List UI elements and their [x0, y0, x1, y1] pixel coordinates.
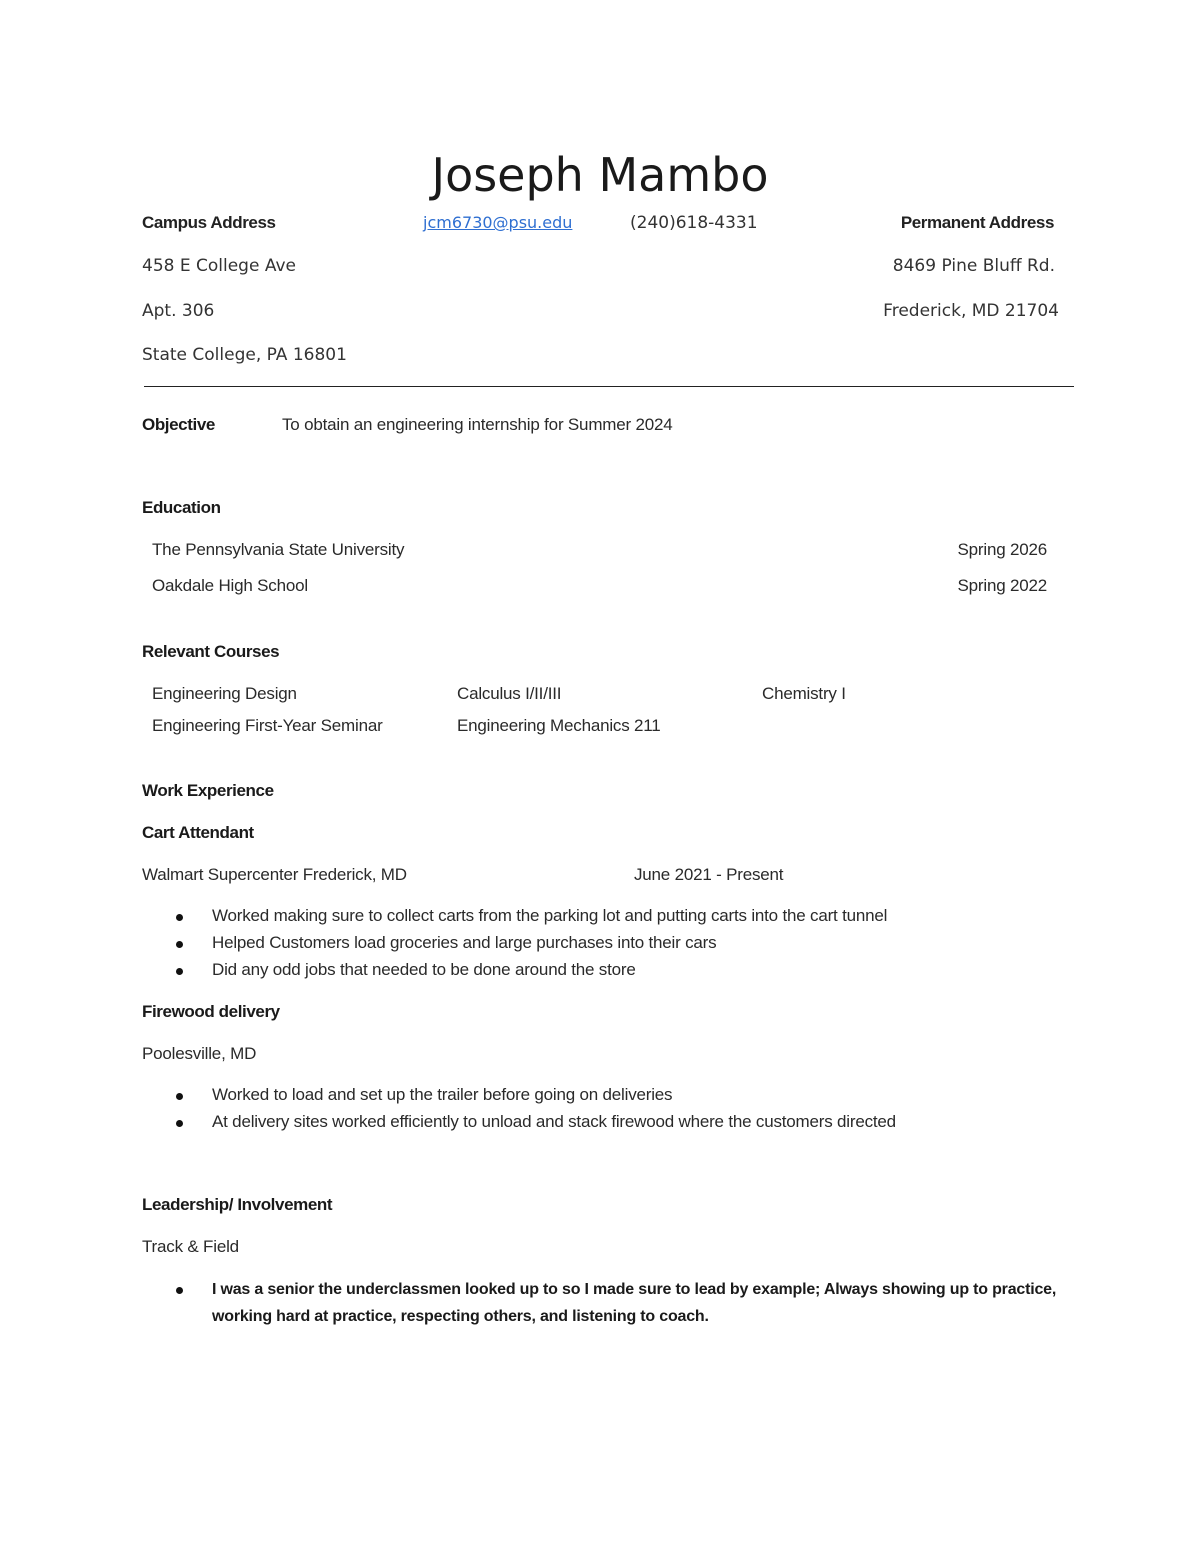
- job-title-2: Firewood delivery: [142, 1002, 280, 1021]
- course-item: Engineering First-Year Seminar: [152, 716, 383, 735]
- bullet-icon: [176, 968, 183, 975]
- job-bullet: Did any odd jobs that needed to be done around the store: [212, 960, 636, 979]
- education-school-2: Oakdale High School: [152, 576, 308, 595]
- leadership-bullet: I was a senior the underclassmen looked up to so I made sure to lead by example; Always showing up to practice, working hard at practice, respecting others, and listening to coach.: [212, 1281, 1057, 1325]
- bullet-icon: [176, 914, 183, 921]
- job-bullet: Worked making sure to collect carts from the parking lot and putting carts into the cart tunnel: [212, 906, 888, 925]
- phone-number: (240)618-4331: [630, 213, 758, 233]
- leadership-activity: Track & Field: [142, 1237, 239, 1256]
- job-bullet: At delivery sites worked efficiently to unload and stack firewood where the customers directed: [212, 1112, 896, 1131]
- course-item: Chemistry I: [762, 684, 846, 703]
- permanent-address-label: Permanent Address: [900, 213, 1054, 232]
- email-link[interactable]: jcm6730@psu.edu: [423, 213, 573, 232]
- job-bullet: Worked to load and set up the trailer before going on deliveries: [212, 1085, 673, 1104]
- bullet-icon: [176, 941, 183, 948]
- campus-address-line3: State College, PA 16801: [142, 345, 347, 365]
- bullet-icon: [176, 1093, 183, 1100]
- education-date-2: Spring 2022: [957, 576, 1047, 595]
- course-item: Calculus I/II/III: [457, 684, 562, 703]
- resume-name: Joseph Mambo: [431, 148, 769, 202]
- job-bullet: Helped Customers load groceries and large purchases into their cars: [212, 933, 717, 952]
- courses-label: Relevant Courses: [142, 642, 280, 661]
- course-item: Engineering Mechanics 211: [457, 716, 661, 735]
- leadership-label: Leadership/ Involvement: [142, 1195, 333, 1214]
- bullet-icon: [176, 1287, 183, 1294]
- job-place-2: Poolesville, MD: [142, 1044, 257, 1063]
- campus-address-label: Campus Address: [142, 213, 276, 232]
- objective-label: Objective: [142, 415, 215, 434]
- job-title-1: Cart Attendant: [142, 823, 254, 842]
- permanent-address-line2: Frederick, MD 21704: [883, 301, 1059, 321]
- course-item: Engineering Design: [152, 684, 297, 703]
- education-label: Education: [142, 498, 221, 517]
- objective-text: To obtain an engineering internship for Summer 2024: [282, 415, 673, 434]
- bullet-icon: [176, 1120, 183, 1127]
- campus-address-line2: Apt. 306: [142, 301, 215, 321]
- education-date-1: Spring 2026: [957, 540, 1047, 559]
- job-date-1: June 2021 - Present: [634, 865, 784, 884]
- header-divider: [144, 386, 1074, 387]
- job-place-1: Walmart Supercenter Frederick, MD: [142, 865, 407, 884]
- education-school-1: The Pennsylvania State University: [152, 540, 405, 559]
- campus-address-line1: 458 E College Ave: [142, 256, 296, 276]
- permanent-address-line1: 8469 Pine Bluff Rd.: [892, 256, 1055, 276]
- work-experience-label: Work Experience: [142, 781, 274, 800]
